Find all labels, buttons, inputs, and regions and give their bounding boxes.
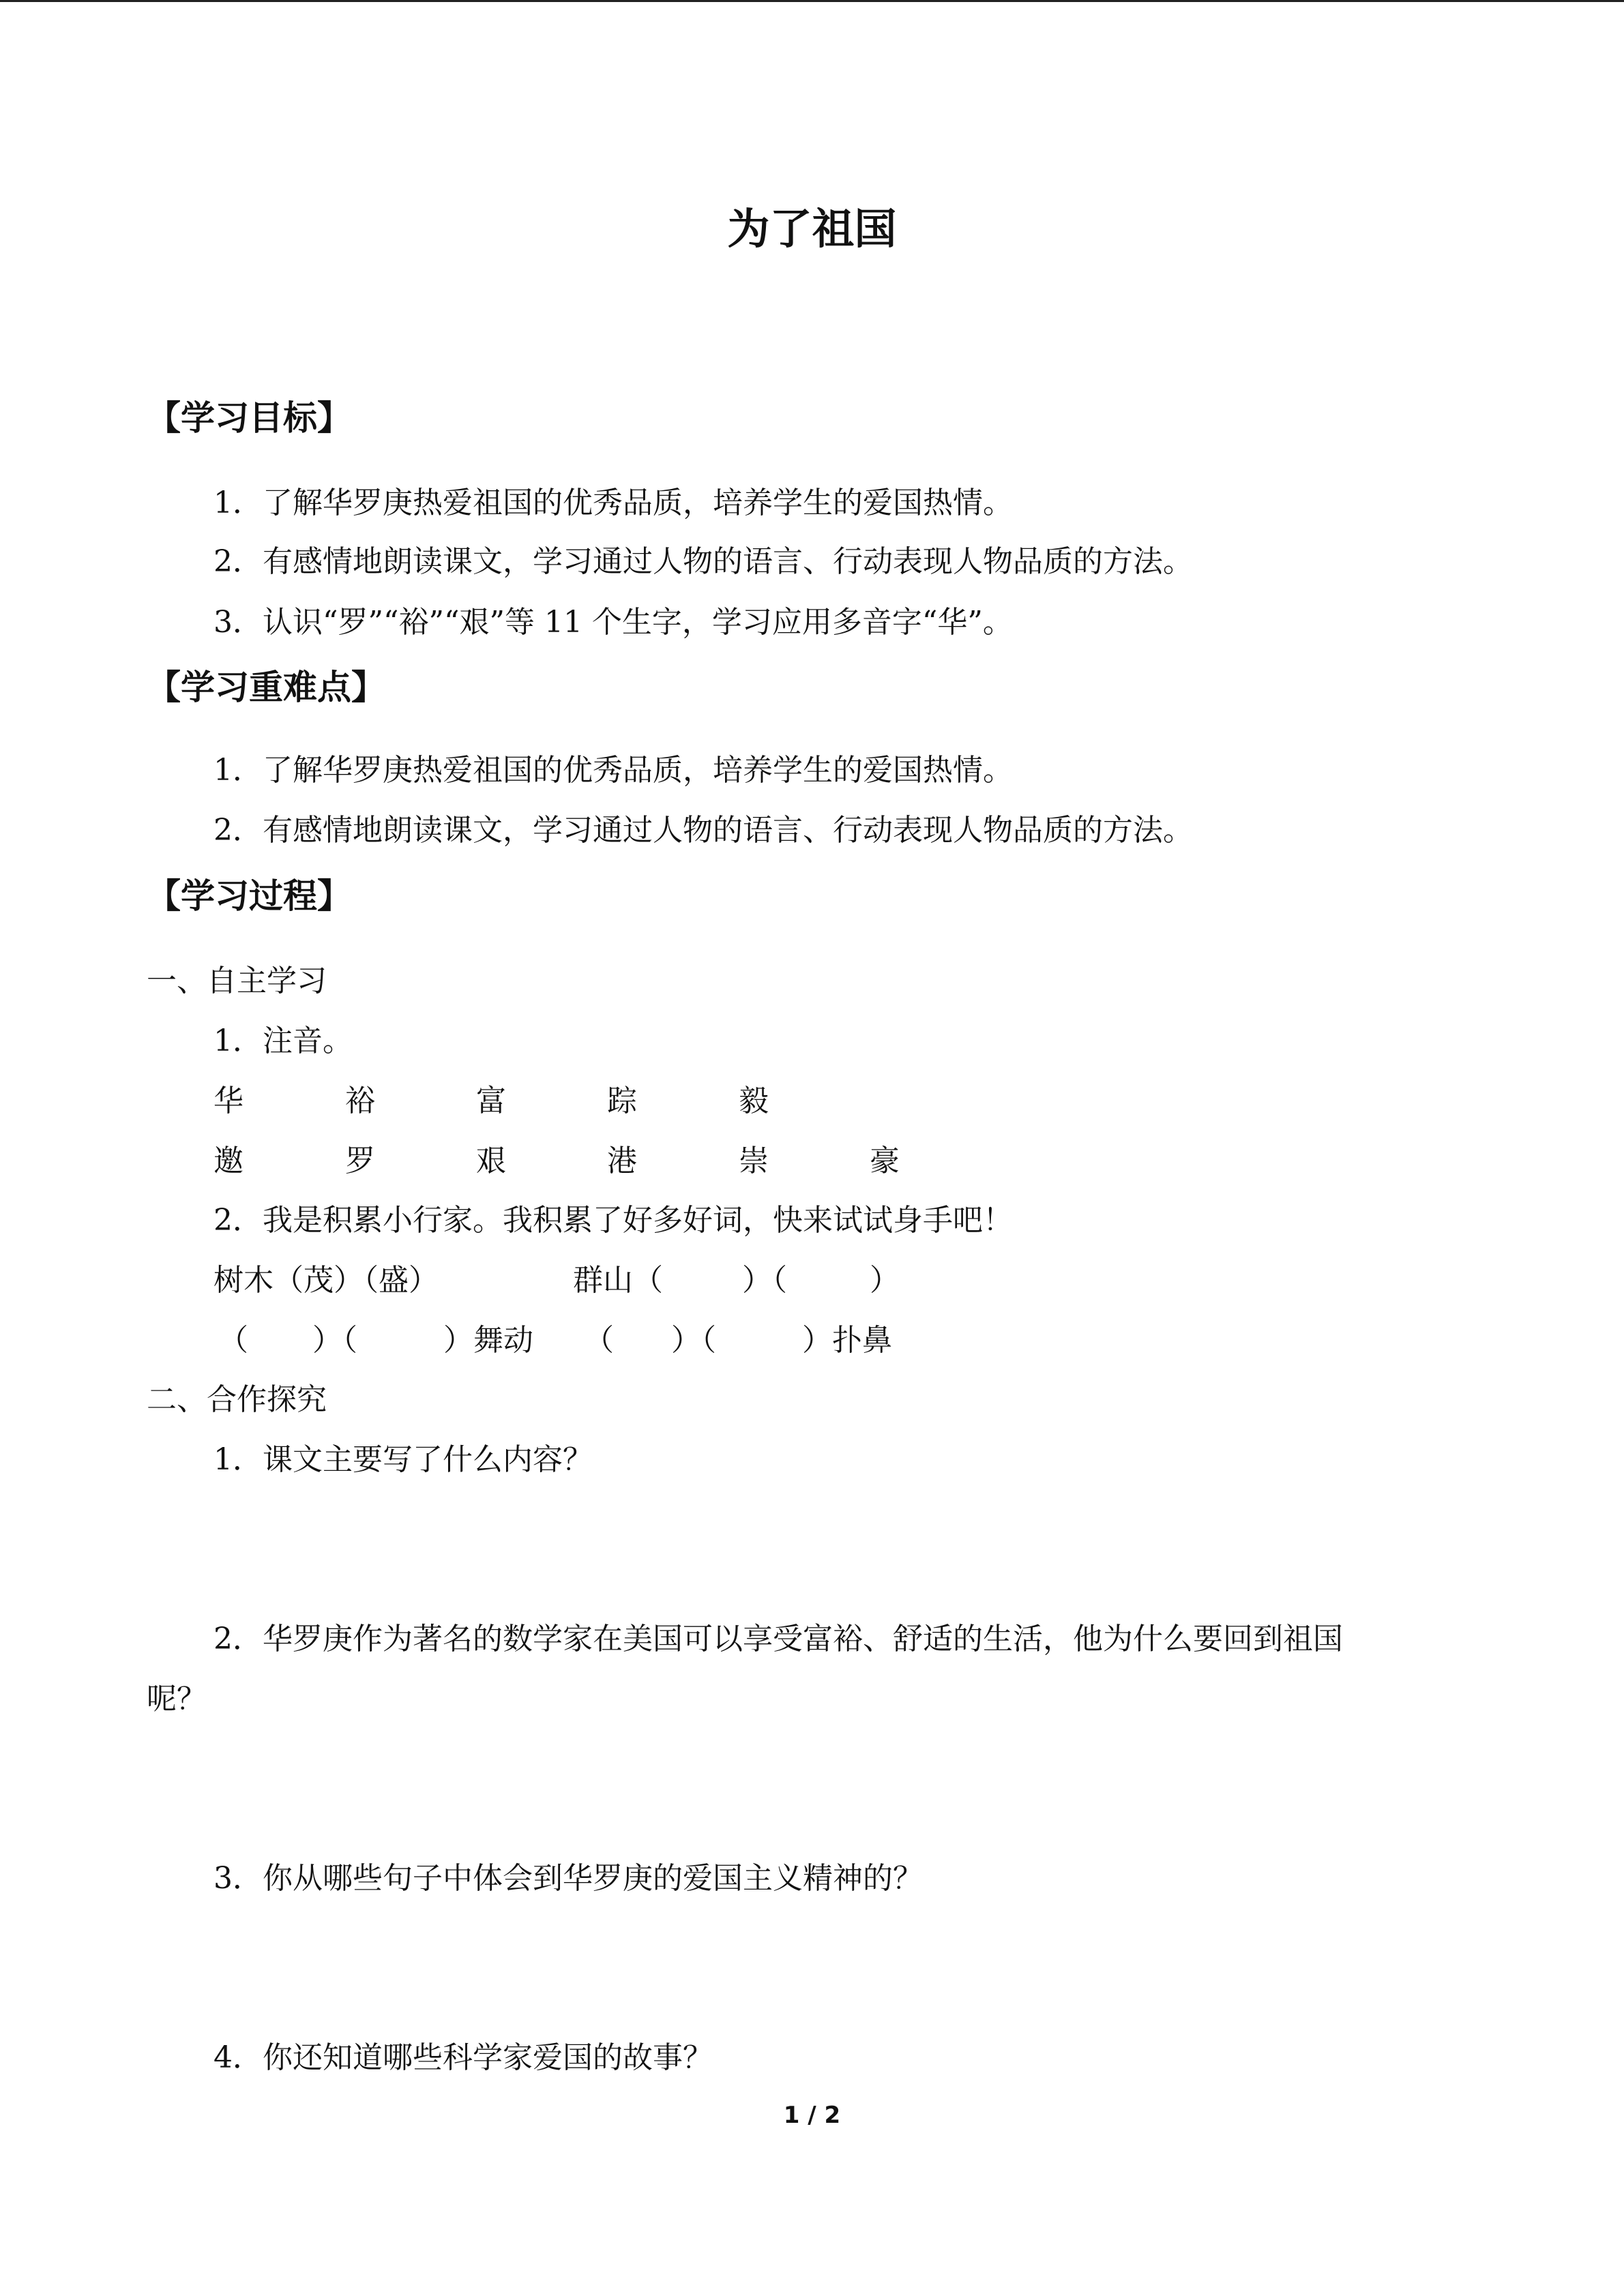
goals-heading: 【学习目标】	[147, 398, 351, 438]
page-number: 1 / 2	[783, 2102, 841, 2129]
word-fill-text: ）扑鼻	[802, 1323, 892, 1358]
key-point-item-2: 2．有感情地朗读课文，学习通过人物的语言、行动表现人物品质的方法。	[213, 813, 1193, 848]
cooperative-question-2-line-2: 呢？	[147, 1682, 207, 1716]
char-cell: 艰	[476, 1144, 506, 1178]
cooperative-question-4: 4．你还知道哪些科学家爱国的故事？	[213, 2040, 713, 2075]
page-title: 为了祖国	[727, 204, 897, 254]
char-cell: 邀	[213, 1144, 243, 1178]
goal-item-1: 1．了解华罗庚热爱祖国的优秀品质，培养学生的爱国热情。	[213, 486, 1013, 520]
word-fill-text: 群山（	[573, 1263, 663, 1298]
word-fill-text: （	[218, 1323, 248, 1358]
char-cell: 富	[476, 1084, 506, 1118]
key-point-item-1: 1．了解华罗庚热爱祖国的优秀品质，培养学生的爱国热情。	[213, 753, 1013, 788]
cooperative-question-2-line-1: 2．华罗庚作为著名的数学家在美国可以享受富裕、舒适的生活，他为什么要回到祖国	[213, 1622, 1343, 1656]
word-fill-text: ）（	[742, 1263, 787, 1298]
char-cell: 裕	[345, 1084, 375, 1118]
key-points-heading: 【学习重难点】	[147, 667, 385, 707]
char-cell: 港	[607, 1144, 637, 1178]
word-fill-text: （	[584, 1323, 614, 1358]
char-cell: 崇	[739, 1144, 769, 1178]
char-cell: 毅	[739, 1084, 769, 1118]
word-fill-text: ）（	[312, 1323, 357, 1358]
self-study-heading: 一、自主学习	[147, 964, 327, 998]
page-top-border	[0, 0, 1624, 2]
char-cell: 罗	[345, 1144, 375, 1178]
char-cell: 踪	[607, 1084, 637, 1118]
word-fill-text: ）（	[671, 1323, 716, 1358]
self-study-question-2: 2．我是积累小行家。我积累了好多好词，快来试试身手吧！	[213, 1203, 1013, 1238]
goal-item-3: 3．认识“罗”“裕”“艰”等 11 个生字，学习应用多音字“华”。	[213, 605, 1013, 640]
goal-item-2: 2．有感情地朗读课文，学习通过人物的语言、行动表现人物品质的方法。	[213, 544, 1193, 579]
cooperative-question-1: 1．课文主要写了什么内容？	[213, 1442, 593, 1477]
self-study-question-1: 1．注音。	[213, 1024, 353, 1058]
word-fill-text: ）	[870, 1263, 900, 1298]
process-heading: 【学习过程】	[147, 876, 351, 916]
word-fill-text: 树木（茂）（盛）	[213, 1263, 439, 1298]
char-cell: 豪	[870, 1144, 900, 1178]
cooperative-question-3: 3．你从哪些句子中体会到华罗庚的爱国主义精神的？	[213, 1861, 923, 1896]
word-fill-text: ）舞动	[443, 1323, 533, 1358]
char-cell: 华	[213, 1084, 243, 1118]
cooperative-heading: 二、合作探究	[147, 1382, 327, 1417]
